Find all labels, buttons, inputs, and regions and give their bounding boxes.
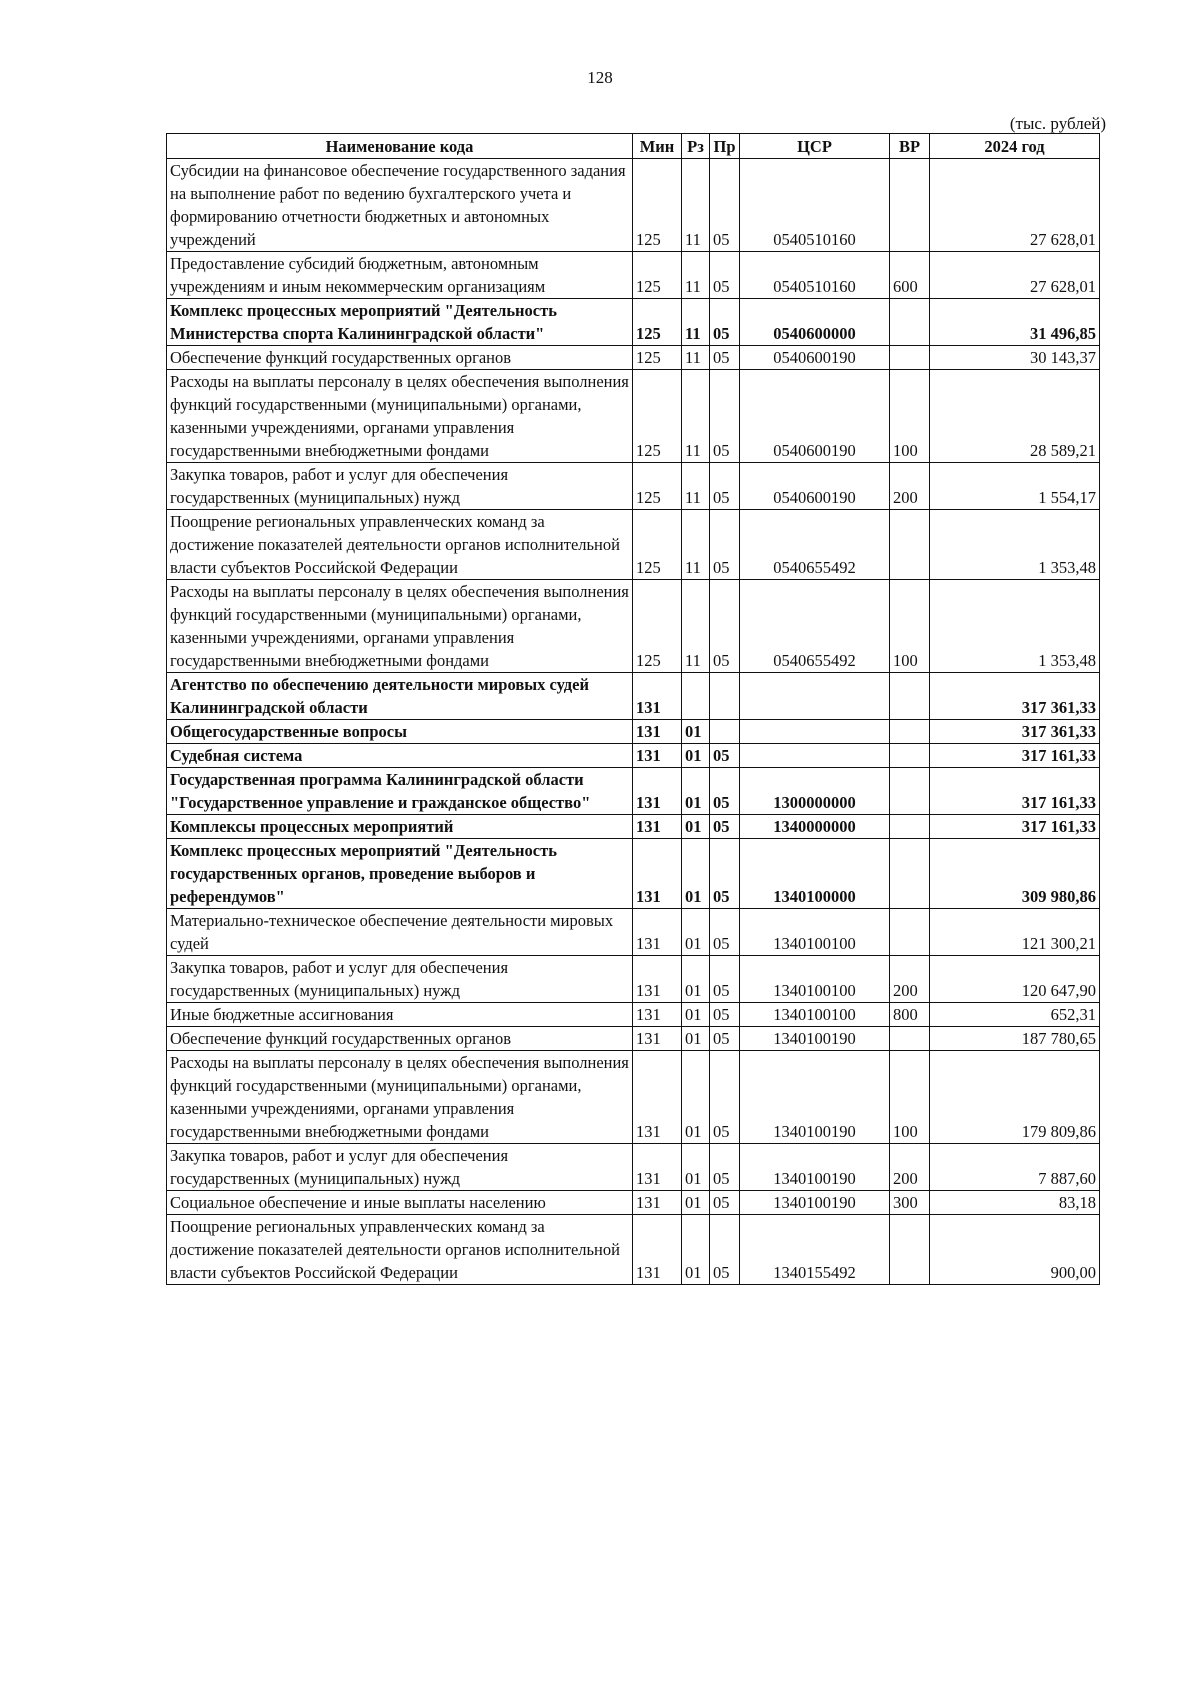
row-name: Расходы на выплаты персоналу в целях обеспечения выполнения функций государственными (муниципальными) органами, казенными учреждениями, органами управления государственными внебюджетными фондами	[167, 580, 633, 673]
row-min: 131	[633, 909, 682, 956]
row-csr: 1340100100	[740, 909, 890, 956]
row-amount: 187 780,65	[930, 1027, 1100, 1051]
row-min: 131	[633, 1144, 682, 1191]
row-name: Судебная система	[167, 744, 633, 768]
row-vr	[890, 1215, 930, 1285]
row-csr: 1340100100	[740, 956, 890, 1003]
row-rz: 01	[682, 815, 710, 839]
row-csr: 1340100190	[740, 1051, 890, 1144]
row-amount: 7 887,60	[930, 1144, 1100, 1191]
row-pr: 05	[710, 744, 740, 768]
col-header-min: Мин	[633, 134, 682, 159]
row-min: 131	[633, 720, 682, 744]
table-body	[167, 159, 1100, 1285]
row-vr	[890, 839, 930, 909]
row-rz: 01	[682, 1027, 710, 1051]
row-pr: 05	[710, 370, 740, 463]
row-pr: 05	[710, 839, 740, 909]
row-rz: 01	[682, 1144, 710, 1191]
row-min: 131	[633, 1215, 682, 1285]
row-min: 125	[633, 510, 682, 580]
table-row	[167, 252, 1100, 299]
row-rz: 01	[682, 839, 710, 909]
row-vr	[890, 720, 930, 744]
row-name: Закупка товаров, работ и услуг для обеспечения государственных (муниципальных) нужд	[167, 1144, 633, 1191]
row-rz: 11	[682, 299, 710, 346]
row-vr: 300	[890, 1191, 930, 1215]
row-min: 125	[633, 463, 682, 510]
row-rz: 11	[682, 463, 710, 510]
row-name: Комплекс процессных мероприятий "Деятельность Министерства спорта Калининградской области"	[167, 299, 633, 346]
table-row	[167, 839, 1100, 909]
row-name: Закупка товаров, работ и услуг для обеспечения государственных (муниципальных) нужд	[167, 463, 633, 510]
row-name: Социальное обеспечение и иные выплаты населению	[167, 1191, 633, 1215]
row-csr: 1340100190	[740, 1144, 890, 1191]
row-amount: 309 980,86	[930, 839, 1100, 909]
table-row	[167, 956, 1100, 1003]
row-min: 131	[633, 744, 682, 768]
row-name: Закупка товаров, работ и услуг для обеспечения государственных (муниципальных) нужд	[167, 956, 633, 1003]
row-pr: 05	[710, 1051, 740, 1144]
row-min: 131	[633, 1027, 682, 1051]
row-min: 131	[633, 956, 682, 1003]
row-rz: 11	[682, 510, 710, 580]
col-header-csr: ЦСР	[740, 134, 890, 159]
row-pr: 05	[710, 815, 740, 839]
row-vr	[890, 159, 930, 252]
row-rz: 01	[682, 1191, 710, 1215]
row-amount: 121 300,21	[930, 909, 1100, 956]
table-row	[167, 346, 1100, 370]
row-pr: 05	[710, 580, 740, 673]
units-label: (тыс. рублей)	[1009, 114, 1106, 133]
row-pr: 05	[710, 299, 740, 346]
row-vr	[890, 744, 930, 768]
row-vr	[890, 909, 930, 956]
row-rz: 11	[682, 159, 710, 252]
row-vr: 100	[890, 370, 930, 463]
row-amount: 1 353,48	[930, 580, 1100, 673]
row-pr: 05	[710, 252, 740, 299]
row-amount: 27 628,01	[930, 252, 1100, 299]
row-amount: 83,18	[930, 1191, 1100, 1215]
row-min: 131	[633, 1003, 682, 1027]
row-vr	[890, 815, 930, 839]
row-csr	[740, 673, 890, 720]
row-amount: 179 809,86	[930, 1051, 1100, 1144]
row-name: Агентство по обеспечению деятельности мировых судей Калининградской области	[167, 673, 633, 720]
col-header-year: 2024 год	[930, 134, 1100, 159]
col-header-pr: Пр	[710, 134, 740, 159]
row-min: 125	[633, 299, 682, 346]
table-row	[167, 1144, 1100, 1191]
row-rz	[682, 673, 710, 720]
row-csr	[740, 744, 890, 768]
table-row	[167, 580, 1100, 673]
row-csr: 0540600000	[740, 299, 890, 346]
row-rz: 11	[682, 252, 710, 299]
row-amount: 317 361,33	[930, 720, 1100, 744]
row-name: Поощрение региональных управленческих команд за достижение показателей деятельности органов исполнительной власти субъектов Российской Федерации	[167, 1215, 633, 1285]
row-vr: 100	[890, 1051, 930, 1144]
row-name: Расходы на выплаты персоналу в целях обеспечения выполнения функций государственными (муниципальными) органами, казенными учреждениями, органами управления государственными внебюджетными фондами	[167, 370, 633, 463]
row-csr: 0540655492	[740, 580, 890, 673]
row-amount: 27 628,01	[930, 159, 1100, 252]
row-name: Государственная программа Калининградской области "Государственное управление и гражданское общество"	[167, 768, 633, 815]
row-amount: 28 589,21	[930, 370, 1100, 463]
row-rz: 01	[682, 768, 710, 815]
row-name: Общегосударственные вопросы	[167, 720, 633, 744]
row-min: 125	[633, 346, 682, 370]
row-amount: 30 143,37	[930, 346, 1100, 370]
row-min: 125	[633, 580, 682, 673]
row-csr: 1300000000	[740, 768, 890, 815]
row-pr: 05	[710, 1027, 740, 1051]
table-row	[167, 815, 1100, 839]
row-pr: 05	[710, 1215, 740, 1285]
row-csr: 0540600190	[740, 346, 890, 370]
row-vr: 100	[890, 580, 930, 673]
row-rz: 01	[682, 1051, 710, 1144]
row-pr	[710, 720, 740, 744]
row-csr: 1340155492	[740, 1215, 890, 1285]
row-min: 131	[633, 673, 682, 720]
row-name: Предоставление субсидий бюджетным, автономным учреждениям и иным некоммерческим организациям	[167, 252, 633, 299]
row-pr: 05	[710, 1144, 740, 1191]
row-name: Комплексы процессных мероприятий	[167, 815, 633, 839]
row-vr	[890, 1027, 930, 1051]
table-row	[167, 673, 1100, 720]
row-pr: 05	[710, 510, 740, 580]
row-min: 125	[633, 252, 682, 299]
row-min: 131	[633, 839, 682, 909]
table-row	[167, 720, 1100, 744]
row-min: 125	[633, 370, 682, 463]
table-row	[167, 1003, 1100, 1027]
row-name: Обеспечение функций государственных органов	[167, 1027, 633, 1051]
row-name: Субсидии на финансовое обеспечение государственного задания на выполнение работ по ведению бухгалтерского учета и формированию отчетности бюджетных и автономных учреждений	[167, 159, 633, 252]
row-vr	[890, 299, 930, 346]
row-pr: 05	[710, 1003, 740, 1027]
row-csr: 0540510160	[740, 252, 890, 299]
row-csr: 1340100000	[740, 839, 890, 909]
row-pr: 05	[710, 909, 740, 956]
row-csr: 0540600190	[740, 463, 890, 510]
row-csr: 1340100100	[740, 1003, 890, 1027]
row-min: 125	[633, 159, 682, 252]
table-row	[167, 370, 1100, 463]
row-vr	[890, 768, 930, 815]
table-row	[167, 1051, 1100, 1144]
row-pr: 05	[710, 1191, 740, 1215]
row-csr: 1340100190	[740, 1191, 890, 1215]
row-csr: 0540510160	[740, 159, 890, 252]
table-row	[167, 1027, 1100, 1051]
row-min: 131	[633, 1051, 682, 1144]
row-rz: 01	[682, 744, 710, 768]
table-row	[167, 510, 1100, 580]
row-csr: 0540655492	[740, 510, 890, 580]
row-name: Обеспечение функций государственных органов	[167, 346, 633, 370]
row-amount: 31 496,85	[930, 299, 1100, 346]
table-row	[167, 768, 1100, 815]
row-pr: 05	[710, 159, 740, 252]
col-header-rz: Рз	[682, 134, 710, 159]
row-amount: 1 353,48	[930, 510, 1100, 580]
row-vr	[890, 346, 930, 370]
row-rz: 01	[682, 1003, 710, 1027]
table-row	[167, 1215, 1100, 1285]
table-row	[167, 299, 1100, 346]
row-name: Материально-техническое обеспечение деятельности мировых судей	[167, 909, 633, 956]
row-vr: 600	[890, 252, 930, 299]
row-name: Расходы на выплаты персоналу в целях обеспечения выполнения функций государственными (муниципальными) органами, казенными учреждениями, органами управления государственными внебюджетными фондами	[167, 1051, 633, 1144]
row-pr: 05	[710, 463, 740, 510]
row-amount: 317 161,33	[930, 768, 1100, 815]
row-pr: 05	[710, 346, 740, 370]
table-row	[167, 909, 1100, 956]
row-pr	[710, 673, 740, 720]
row-amount: 317 161,33	[930, 744, 1100, 768]
table-row	[167, 463, 1100, 510]
page-number: 128	[587, 68, 613, 87]
row-vr: 800	[890, 1003, 930, 1027]
budget-table	[166, 133, 1100, 1285]
row-rz: 11	[682, 370, 710, 463]
row-amount: 317 161,33	[930, 815, 1100, 839]
table-header-row	[167, 134, 1100, 159]
row-amount: 120 647,90	[930, 956, 1100, 1003]
row-vr	[890, 510, 930, 580]
col-header-vr: ВР	[890, 134, 930, 159]
row-csr: 1340000000	[740, 815, 890, 839]
row-rz: 11	[682, 580, 710, 673]
row-rz: 01	[682, 956, 710, 1003]
row-amount: 1 554,17	[930, 463, 1100, 510]
table-row	[167, 744, 1100, 768]
row-min: 131	[633, 815, 682, 839]
row-vr: 200	[890, 1144, 930, 1191]
table-row	[167, 1191, 1100, 1215]
col-header-name: Наименование кода	[167, 134, 633, 159]
row-name: Поощрение региональных управленческих команд за достижение показателей деятельности органов исполнительной власти субъектов Российской Федерации	[167, 510, 633, 580]
row-rz: 01	[682, 1215, 710, 1285]
row-vr: 200	[890, 956, 930, 1003]
row-vr: 200	[890, 463, 930, 510]
row-rz: 01	[682, 720, 710, 744]
row-vr	[890, 673, 930, 720]
row-csr	[740, 720, 890, 744]
row-amount: 900,00	[930, 1215, 1100, 1285]
row-csr: 1340100190	[740, 1027, 890, 1051]
row-name: Комплекс процессных мероприятий "Деятельность государственных органов, проведение выборов и референдумов"	[167, 839, 633, 909]
row-amount: 317 361,33	[930, 673, 1100, 720]
row-pr: 05	[710, 956, 740, 1003]
row-rz: 01	[682, 909, 710, 956]
row-name: Иные бюджетные ассигнования	[167, 1003, 633, 1027]
table-row	[167, 159, 1100, 252]
row-min: 131	[633, 1191, 682, 1215]
row-rz: 11	[682, 346, 710, 370]
row-min: 131	[633, 768, 682, 815]
row-csr: 0540600190	[740, 370, 890, 463]
row-amount: 652,31	[930, 1003, 1100, 1027]
row-pr: 05	[710, 768, 740, 815]
